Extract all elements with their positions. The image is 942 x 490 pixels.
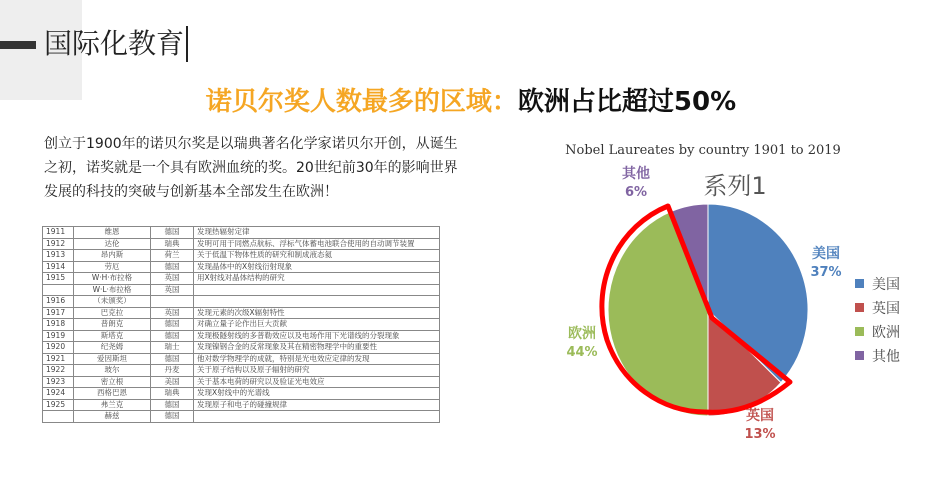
slice-value-label: 44% — [566, 345, 598, 360]
country-cell: 德国 — [151, 411, 194, 423]
legend-label: 欧洲 — [872, 325, 900, 341]
country-cell: 美国 — [151, 376, 194, 388]
year-cell: 1916 — [43, 296, 74, 308]
contribution-cell: 关于低温下物体性质的研究和制成液态氦 — [194, 250, 440, 262]
name-cell: 西格巴恩 — [74, 388, 151, 400]
name-cell: 密立根 — [74, 376, 151, 388]
name-cell: 达伦 — [74, 238, 151, 250]
country-cell: 德国 — [151, 261, 194, 273]
year-cell: 1923 — [43, 376, 74, 388]
legend-label: 其他 — [872, 349, 900, 365]
intro-text: 创立于1900年的诺贝尔奖是以瑞典著名化学家诺贝尔开创，从诞生之初，诺奖就是一个具有欧洲血统的奖。20世纪前30年的影响世界发展的科技的突破与创新基本全部发生在欧洲！ — [44, 136, 458, 200]
country-cell: 英国 — [151, 273, 194, 285]
year-cell: 1920 — [43, 342, 74, 354]
year-cell: 1918 — [43, 319, 74, 331]
country-cell: 英国 — [151, 307, 194, 319]
contribution-cell: 发现元素的次级X辐射特性 — [194, 307, 440, 319]
contribution-cell: 他对数学物理学的成就，特别是光电效应定律的发现 — [194, 353, 440, 365]
year-cell: 1913 — [43, 250, 74, 262]
contribution-cell: 发现X射线中的光谱线 — [194, 388, 440, 400]
country-cell: 德国 — [151, 319, 194, 331]
name-cell: 普朗克 — [74, 319, 151, 331]
series-title: 系列1 — [703, 172, 767, 200]
name-cell: 巴克拉 — [74, 307, 151, 319]
contribution-cell: 用X射线对晶体结构的研究 — [194, 273, 440, 285]
country-cell: 瑞典 — [151, 238, 194, 250]
year-cell: 1914 — [43, 261, 74, 273]
name-cell: 赫兹 — [74, 411, 151, 423]
year-cell: 1915 — [43, 273, 74, 285]
page-title: 国际化教育 — [44, 26, 188, 62]
name-cell: 爱因斯坦 — [74, 353, 151, 365]
headline-part2: 欧洲占比超过50% — [517, 87, 737, 117]
country-cell: 丹麦 — [151, 365, 194, 377]
legend-swatch — [855, 303, 864, 312]
name-cell: 劳厄 — [74, 261, 151, 273]
name-cell: W·L·布拉格 — [74, 284, 151, 296]
legend-swatch — [855, 351, 864, 360]
country-cell: 德国 — [151, 353, 194, 365]
year-cell: 1919 — [43, 330, 74, 342]
slice-category-label: 英国 — [746, 408, 774, 424]
name-cell: 纪尧姆 — [74, 342, 151, 354]
year-cell: 1917 — [43, 307, 74, 319]
year-cell: 1912 — [43, 238, 74, 250]
chart-title: Nobel Laureates by country 1901 to 2019 — [565, 143, 841, 158]
name-cell: W·H·布拉格 — [74, 273, 151, 285]
slice-category-label: 其他 — [622, 166, 650, 182]
name-cell: 玻尔 — [74, 365, 151, 377]
slice-category-label: 欧洲 — [568, 326, 596, 342]
contribution-cell: 关于基本电荷的研究以及验证光电效应 — [194, 376, 440, 388]
legend-swatch — [855, 327, 864, 336]
country-cell: 德国 — [151, 399, 194, 411]
name-cell: 斯塔克 — [74, 330, 151, 342]
year-cell: 1922 — [43, 365, 74, 377]
country-cell: 英国 — [151, 284, 194, 296]
name-cell: 维恩 — [74, 227, 151, 239]
country-cell: 德国 — [151, 227, 194, 239]
contribution-cell: 关于原子结构以及原子辐射的研究 — [194, 365, 440, 377]
contribution-cell: 发现原子和电子的碰撞规律 — [194, 399, 440, 411]
legend-label: 美国 — [872, 277, 900, 293]
headline-part1: 诺贝尔奖人数最多的区域： — [205, 87, 518, 117]
country-cell: 瑞典 — [151, 388, 194, 400]
name-cell: 昂内斯 — [74, 250, 151, 262]
slice-value-label: 6% — [624, 185, 648, 200]
name-cell: （未颁奖） — [74, 296, 151, 308]
legend-swatch — [855, 279, 864, 288]
legend-label: 英国 — [872, 301, 900, 317]
year-cell: 1924 — [43, 388, 74, 400]
country-cell: 瑞士 — [151, 342, 194, 354]
slice-value-label: 37% — [810, 265, 842, 280]
contribution-cell: 发明可用于同燃点航标、浮标气体蓄电池联合使用的自动调节装置 — [194, 238, 440, 250]
contribution-cell: 发现晶体中的X射线衍射现象 — [194, 261, 440, 273]
year-cell: 1911 — [43, 227, 74, 239]
contribution-cell: 发现极隧射线的多普勒效应以及电场作用下光谱线的分裂现象 — [194, 330, 440, 342]
country-cell: 德国 — [151, 330, 194, 342]
contribution-cell: 对确立量子论作出巨大贡献 — [194, 319, 440, 331]
contribution-cell: 发现热辐射定律 — [194, 227, 440, 239]
contribution-cell: 发现镍钢合金的反常现象及其在精密物理学中的重要性 — [194, 342, 440, 354]
name-cell: 弗兰克 — [74, 399, 151, 411]
year-cell: 1921 — [43, 353, 74, 365]
year-cell: 1925 — [43, 399, 74, 411]
country-cell: 荷兰 — [151, 250, 194, 262]
slice-value-label: 13% — [744, 427, 776, 442]
slice-category-label: 美国 — [812, 246, 840, 262]
